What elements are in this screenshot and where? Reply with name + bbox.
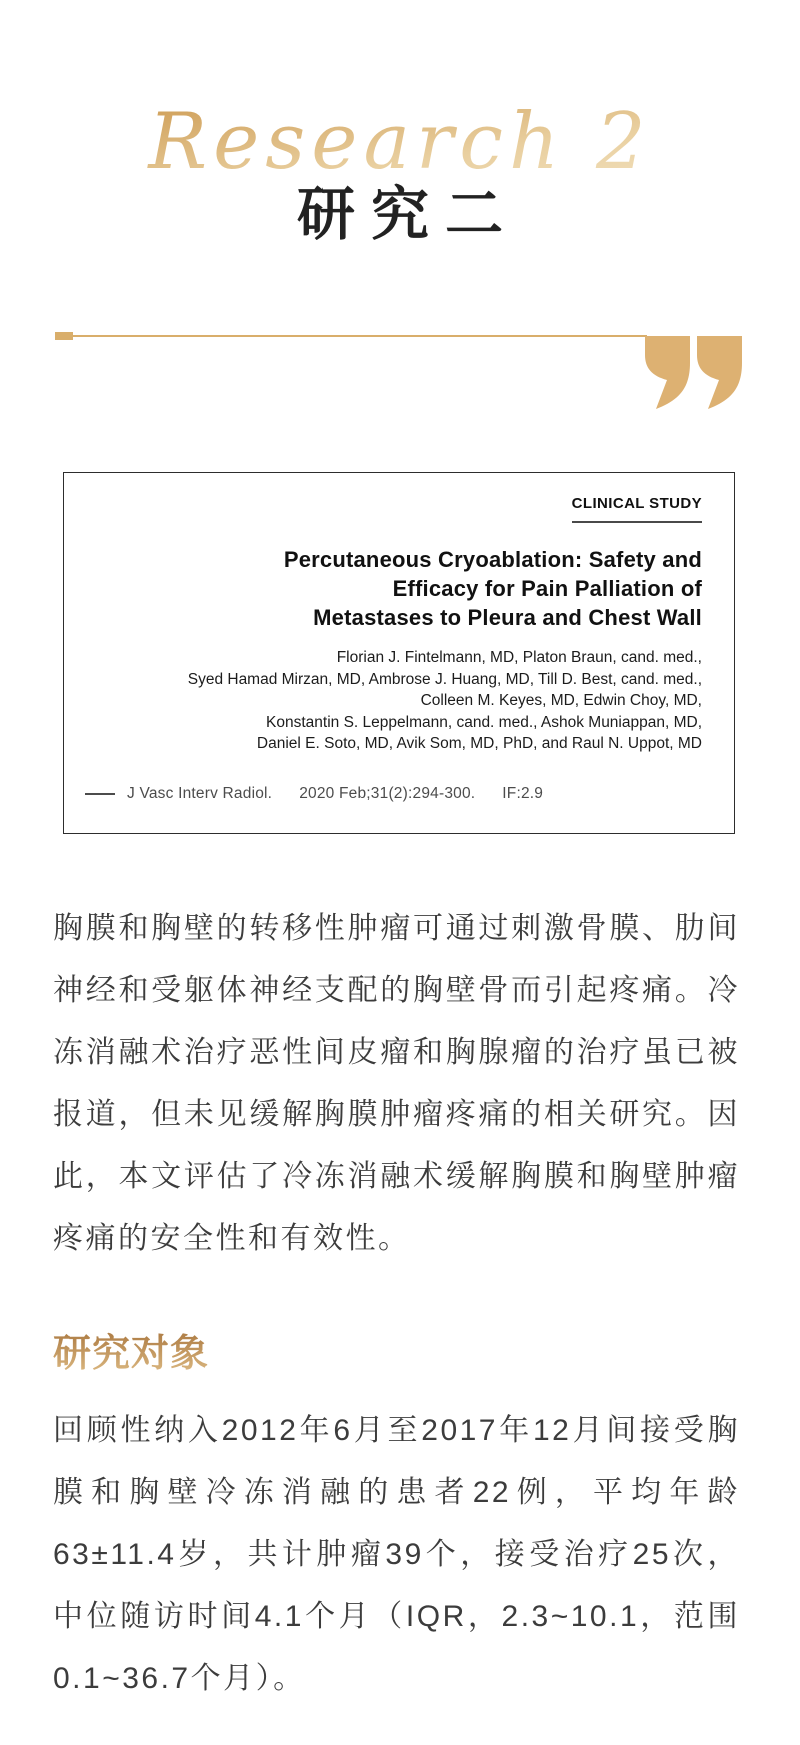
section-heading: 研究对象	[53, 1332, 210, 1375]
paper-title-line: Efficacy for Pain Palliation of	[392, 576, 702, 601]
citation-row	[85, 785, 702, 803]
author-line: Daniel E. Soto, MD, Avik Som, MD, PhD, and Raul N. Uppot, MD	[256, 735, 702, 752]
citation-impact-factor: IF:2.9	[502, 784, 544, 802]
author-line: Colleen M. Keyes, MD, Edwin Choy, MD,	[420, 692, 702, 709]
author-line: Konstantin S. Leppelmann, cand. med., Ashok Muniappan, MD,	[266, 713, 702, 731]
citation-issue: 2020 Feb;31(2):294-300.	[299, 784, 476, 802]
category-label: CLINICAL STUDY	[572, 495, 702, 523]
research-script-title: Research 2	[0, 96, 800, 188]
abstract-paragraph: 胸膜和胸壁的转移性肿瘤可通过刺激骨膜、肋间神经和受躯体神经支配的胸壁骨而引起疼痛。冷冻消融术治疗恶性间皮瘤和胸腺瘤的治疗虽已被报道，但未见缓解胸膜肿瘤疼痛的相关研究。因此，本文评估了冷冻消融术缓解胸膜和胸壁肿瘤疼痛的安全性和有效性。	[53, 911, 740, 1255]
quote-divider	[0, 332, 800, 410]
paper-title-line: Metastases to Pleura and Chest Wall	[313, 605, 702, 630]
paper-title	[85, 545, 702, 632]
author-line: Florian J. Fintelmann, MD, Platon Braun, cand. med.,	[336, 649, 702, 666]
page-title: 研究二	[296, 182, 519, 247]
divider-line	[55, 335, 647, 337]
citation-dash-icon	[85, 793, 115, 795]
article-header	[0, 0, 800, 248]
study-subjects-paragraph: 回顾性纳入2012年6月至2017年12月间接受胸膜和胸壁冷冻消融的患者22例，平均年龄63±11.4岁，共计肿瘤39个，接受治疗25次，中位随访时间4.1个月（IQR，2.3~10.1，范围0.1~36.7个月）。	[53, 1413, 740, 1695]
paper-card	[63, 472, 735, 834]
paper-authors	[85, 647, 702, 755]
author-line: Syed Hamad Mirzan, MD, Ambrose J. Huang, MD, Till D. Best, cand. med.,	[187, 670, 702, 688]
closing-quote-icon	[645, 336, 742, 415]
citation-journal: J Vasc Interv Radiol.	[127, 784, 273, 802]
paper-title-line: Percutaneous Cryoablation: Safety and	[283, 547, 702, 572]
